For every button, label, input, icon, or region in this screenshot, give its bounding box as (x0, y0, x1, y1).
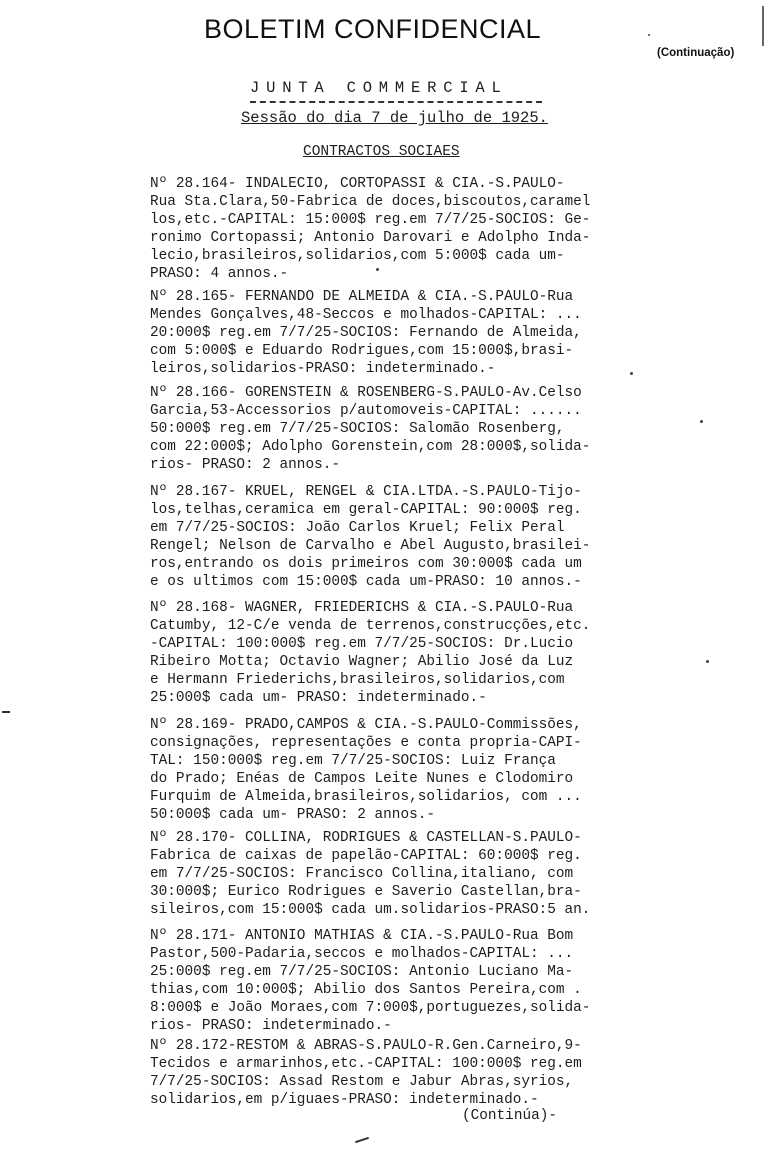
entry-line: Fabrica de caixas de papelão-CAPITAL: 60:000$ reg. (150, 848, 582, 864)
continues-note: (Continúa)- (462, 1108, 557, 1124)
continuation-label: (Continuação) (657, 47, 735, 59)
entry-line: com 5:000$ e Eduardo Rodrigues,com 15:000$,brasi- (150, 343, 574, 359)
entry-line: Nº 28.168- WAGNER, FRIEDERICHS & CIA.-S.PAULO-Rua (150, 600, 574, 616)
scan-mark (762, 6, 764, 46)
entry-line: Furquim de Almeida,brasileiros,solidarios, com ... (150, 789, 582, 805)
entry-line: Rengel; Nelson de Carvalho e Abel Augusto,brasilei- (150, 538, 591, 554)
scan-mark (355, 1137, 369, 1143)
entry-line: Nº 28.171- ANTONIO MATHIAS & CIA.-S.PAULO-Rua Bom (150, 928, 574, 944)
scan-speck (630, 372, 633, 375)
entry-line: e Hermann Friederichs,brasileiros,solidarios,com (150, 672, 565, 688)
entry-line: consignações, representações e conta propria-CAPI- (150, 735, 582, 751)
entry-line: 7/7/25-SOCIOS: Assad Restom e Jabur Abras,syrios, (150, 1074, 574, 1090)
scan-speck (700, 420, 703, 423)
entry-line: los,etc.-CAPITAL: 15:000$ reg.em 7/7/25-SOCIOS: Ge- (150, 212, 591, 228)
entry-line: Nº 28.170- COLLINA, RODRIGUES & CASTELLAN-S.PAULO- (150, 830, 582, 846)
entry-line: Mendes Gonçalves,48-Seccos e molhados-CAPITAL: ... (150, 307, 582, 323)
entry-line: los,telhas,ceramica em geral-CAPITAL: 90:000$ reg. (150, 502, 582, 518)
entry-line: ros,entrando os dois primeiros com 30:000$ cada um (150, 556, 582, 572)
entry-line: Catumby, 12-C/e venda de terrenos,construcções,etc. (150, 618, 591, 634)
entry-line: em 7/7/25-SOCIOS: João Carlos Kruel; Felix Peral (150, 520, 565, 536)
entry-line: TAL: 150:000$ reg.em 7/7/25-SOCIOS: Luiz França (150, 753, 556, 769)
entry-line: Nº 28.164- INDALECIO, CORTOPASSI & CIA.-S.PAULO- (150, 176, 565, 192)
list-item (150, 1037, 762, 1109)
dashed-rule (250, 101, 542, 103)
entry-line: 50:000$ cada um- PRASO: 2 annos.- (150, 807, 435, 823)
entry-line: Nº 28.166- GORENSTEIN & ROSENBERG-S.PAULO-Av.Celso (150, 385, 582, 401)
entry-line: Pastor,500-Padaria,seccos e molhados-CAPITAL: ... (150, 946, 574, 962)
entry-line: lecio,brasileiros,solidarios,com 5:000$ cada um- (150, 248, 565, 264)
entry-line: leiros,solidarios-PRASO: indeterminado.- (150, 361, 496, 377)
list-item (150, 483, 762, 591)
list-item (150, 829, 762, 919)
page-title: BOLETIM CONFIDENCIAL (204, 14, 542, 44)
entry-line: com 22:000$; Adolpho Gorenstein,com 28:000$,solida- (150, 439, 591, 455)
list-item (150, 175, 762, 283)
entry-line: thias,com 10:000$; Abilio dos Santos Pereira,com . (150, 982, 582, 998)
scan-speck (706, 660, 709, 663)
scan-speck (648, 34, 650, 36)
scan-speck (376, 268, 379, 271)
entry-line: Rua Sta.Clara,50-Fabrica de doces,biscoutos,caramel (150, 194, 591, 210)
session-date: Sessão do dia 7 de julho de 1925. (241, 109, 548, 127)
list-item (150, 716, 762, 824)
entry-line: em 7/7/25-SOCIOS: Francisco Collina,italiano, com (150, 866, 574, 882)
entry-line: rios- PRASO: indeterminado.- (150, 1018, 392, 1034)
entry-line: 20:000$ reg.em 7/7/25-SOCIOS: Fernando de Almeida, (150, 325, 582, 341)
entry-line: 8:000$ e João Moraes,com 7:000$,portuguezes,solida- (150, 1000, 591, 1016)
entry-line: Garcia,53-Accessorios p/automoveis-CAPITAL: ...... (150, 403, 582, 419)
entry-line: Nº 28.169- PRADO,CAMPOS & CIA.-S.PAULO-Commissões, (150, 717, 582, 733)
entry-line: -CAPITAL: 100:000$ reg.em 7/7/25-SOCIOS: Dr.Lucio (150, 636, 574, 652)
entry-line: 25:000$ reg.em 7/7/25-SOCIOS: Antonio Luciano Ma- (150, 964, 574, 980)
entry-line: Ribeiro Motta; Octavio Wagner; Abilio José da Luz (150, 654, 574, 670)
entry-line: Nº 28.172-RESTOM & ABRAS-S.PAULO-R.Gen.Carneiro,9- (150, 1038, 582, 1054)
entry-line: solidarios,em p/iguaes-PRASO: indeterminado.- (150, 1092, 539, 1108)
entry-line: sileiros,com 15:000$ cada um.solidarios-PRASO:5 an. (150, 902, 591, 918)
entry-line: Nº 28.165- FERNANDO DE ALMEIDA & CIA.-S.PAULO-Rua (150, 289, 574, 305)
list-item (150, 384, 762, 474)
scan-mark (2, 711, 10, 713)
entry-line: 25:000$ cada um- PRASO: indeterminado.- (150, 690, 487, 706)
entry-line: Nº 28.167- KRUEL, RENGEL & CIA.LTDA.-S.PAULO-Tijo- (150, 484, 582, 500)
entry-line: 30:000$; Eurico Rodrigues e Saverio Castellan,bra- (150, 884, 582, 900)
list-item (150, 288, 762, 378)
list-item (150, 927, 762, 1035)
list-item (150, 599, 762, 707)
entry-line: ronimo Cortopassi; Antonio Darovari e Adolpho Inda- (150, 230, 591, 246)
entry-line: 50:000$ reg.em 7/7/25-SOCIOS: Salomão Rosenberg, (150, 421, 565, 437)
entry-line: Tecidos e armarinhos,etc.-CAPITAL: 100:000$ reg.em (150, 1056, 582, 1072)
section-heading: JUNTA COMMERCIAL (250, 79, 508, 97)
entry-line: rios- PRASO: 2 annos.- (150, 457, 340, 473)
entry-line: PRASO: 4 annos.- (150, 266, 289, 282)
entry-line: e os ultimos com 15:000$ cada um-PRASO: 10 annos.- (150, 574, 582, 590)
contracts-subheading: CONTRACTOS SOCIAES (303, 144, 460, 160)
entry-line: do Prado; Enéas de Campos Leite Nunes e Clodomiro (150, 771, 574, 787)
